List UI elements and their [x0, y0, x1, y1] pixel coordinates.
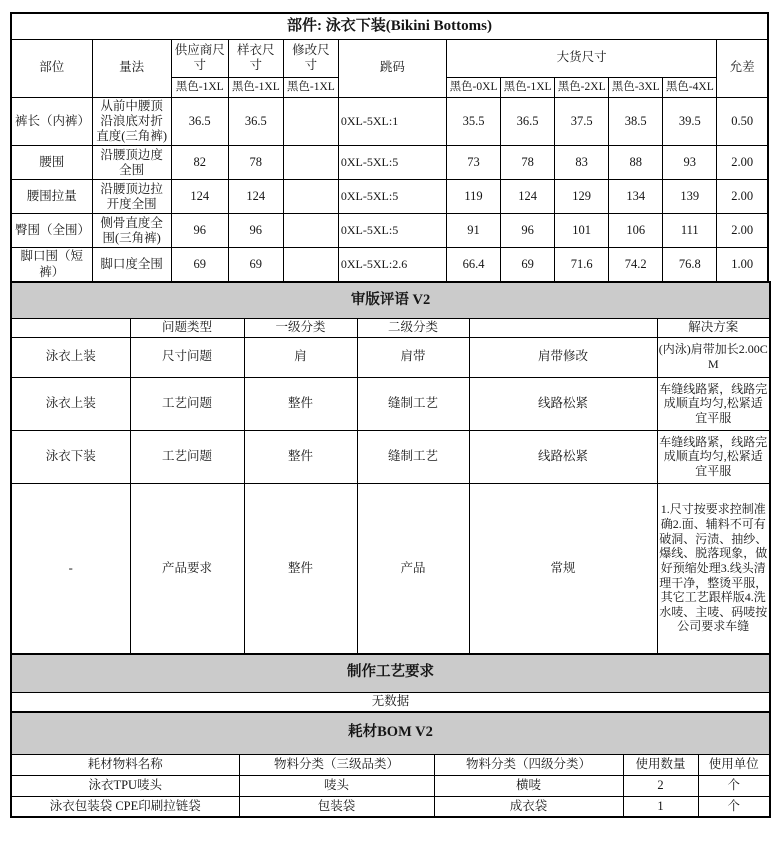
grading-value: 0XL-5XL:5 — [338, 180, 446, 214]
review-comments-table — [10, 281, 771, 655]
bom-material-name: 泳衣TPU唛头 — [11, 775, 239, 796]
no-data-text: 无数据 — [11, 692, 770, 712]
col-header-method: 量法 — [92, 39, 171, 97]
review-item: 泳衣上装 — [11, 337, 130, 377]
col-header-grading: 跳码 — [338, 39, 446, 97]
review-col-header-level1: 一级分类 — [244, 319, 357, 337]
bulk-value: 83 — [555, 146, 609, 180]
method-cell: 从前中腰顶沿浪底对折直度(三角裤) — [92, 97, 171, 146]
size-label: 黑色-1XL — [283, 77, 338, 97]
review-level2: 缝制工艺 — [357, 377, 469, 430]
review-problem-type: 工艺问题 — [130, 430, 244, 483]
review-detail: 线路松紧 — [469, 377, 657, 430]
bom-col-header-cat3: 物料分类（三级品类） — [239, 754, 434, 775]
col-header-bulk: 大货尺寸 — [447, 39, 717, 77]
bulk-value: 76.8 — [663, 248, 717, 282]
review-header-row — [11, 319, 770, 337]
review-col-header-problem-type: 问题类型 — [130, 319, 244, 337]
grading-value: 0XL-5XL:2.6 — [338, 248, 446, 282]
review-level2: 肩带 — [357, 337, 469, 377]
bom-section-title: 耗材BOM V2 — [11, 712, 770, 754]
bulk-value: 111 — [663, 214, 717, 248]
review-solution: 车缝线路紧，线路完成顺直均匀,松紧适宜平服 — [657, 430, 770, 483]
bom-qty: 2 — [623, 775, 698, 796]
bulk-value: 66.4 — [447, 248, 501, 282]
review-col-header-level2: 二级分类 — [357, 319, 469, 337]
size-label: 黑色-1XL — [171, 77, 228, 97]
bulk-value: 139 — [663, 180, 717, 214]
supplier-value: 36.5 — [171, 97, 228, 146]
review-detail: 肩带修改 — [469, 337, 657, 377]
sample-value: 78 — [228, 146, 283, 180]
bulk-value: 69 — [501, 248, 555, 282]
supplier-value: 82 — [171, 146, 228, 180]
size-label: 黑色-1XL — [501, 77, 555, 97]
tolerance-value: 2.00 — [717, 180, 768, 214]
grading-value: 0XL-5XL:5 — [338, 146, 446, 180]
spec-table-title: 部件: 泳衣下装(Bikini Bottoms) — [11, 13, 768, 39]
review-problem-type: 工艺问题 — [130, 377, 244, 430]
bulk-value: 91 — [447, 214, 501, 248]
modified-value — [283, 146, 338, 180]
col-header-sample: 样衣尺寸 — [228, 39, 283, 77]
part-cell: 腰围拉量 — [11, 180, 92, 214]
bulk-value: 74.2 — [609, 248, 663, 282]
review-item: 泳衣下装 — [11, 430, 130, 483]
craft-requirements-table — [10, 653, 771, 713]
modified-value — [283, 180, 338, 214]
size-label: 黑色-3XL — [609, 77, 663, 97]
review-col-header-solution: 解决方案 — [657, 319, 770, 337]
tolerance-value: 2.00 — [717, 146, 768, 180]
review-level2: 产品 — [357, 483, 469, 654]
modified-value — [283, 248, 338, 282]
bulk-value: 37.5 — [555, 97, 609, 146]
part-cell: 臀围（全围） — [11, 214, 92, 248]
spec-row — [11, 146, 768, 180]
craft-section-title: 制作工艺要求 — [11, 654, 770, 692]
sample-value: 36.5 — [228, 97, 283, 146]
bulk-value: 73 — [447, 146, 501, 180]
method-cell: 沿腰顶边拉开度全围 — [92, 180, 171, 214]
spec-row — [11, 214, 768, 248]
col-header-part: 部位 — [11, 39, 92, 97]
bulk-value: 134 — [609, 180, 663, 214]
supplier-value: 124 — [171, 180, 228, 214]
review-solution: 1.尺寸按要求控制准确2.面、辅料不可有破洞、污渍、抽纱、爆线、脱落现象，做好预缩处理3.线头清理干净，整烫平服，其它工艺跟样版4.洗水唛、主唛、码唛按公司要求车缝 — [657, 483, 770, 654]
size-label: 黑色-4XL — [663, 77, 717, 97]
review-level1: 整件 — [244, 430, 357, 483]
craft-empty-row — [11, 692, 770, 712]
measurement-spec-table — [10, 12, 769, 283]
review-item: 泳衣上装 — [11, 377, 130, 430]
method-cell: 脚口度全围 — [92, 248, 171, 282]
method-cell: 沿腰顶边度全围 — [92, 146, 171, 180]
bom-row — [11, 775, 770, 796]
bulk-value: 129 — [555, 180, 609, 214]
review-level2: 缝制工艺 — [357, 430, 469, 483]
bulk-value: 93 — [663, 146, 717, 180]
method-cell: 侧骨直度全围(三角裤) — [92, 214, 171, 248]
review-level1: 整件 — [244, 483, 357, 654]
bulk-value: 39.5 — [663, 97, 717, 146]
part-cell: 腰围 — [11, 146, 92, 180]
spec-header-row-1 — [11, 39, 768, 77]
bulk-value: 96 — [501, 214, 555, 248]
review-solution: 车缝线路紧，线路完成顺直均匀,松紧适宜平服 — [657, 377, 770, 430]
grading-value: 0XL-5XL:1 — [338, 97, 446, 146]
part-cell: 脚口围（短裤） — [11, 248, 92, 282]
bulk-value: 71.6 — [555, 248, 609, 282]
bom-cat3: 包装袋 — [239, 796, 434, 817]
review-level1: 肩 — [244, 337, 357, 377]
bom-cat4: 成衣袋 — [434, 796, 623, 817]
bulk-value: 124 — [501, 180, 555, 214]
size-label: 黑色-1XL — [228, 77, 283, 97]
review-item: - — [11, 483, 130, 654]
size-label: 黑色-2XL — [555, 77, 609, 97]
bulk-value: 38.5 — [609, 97, 663, 146]
review-section-header — [11, 282, 770, 319]
review-col-header-detail — [469, 319, 657, 337]
bulk-value: 119 — [447, 180, 501, 214]
bulk-value: 88 — [609, 146, 663, 180]
bom-row — [11, 796, 770, 817]
tolerance-value: 1.00 — [717, 248, 768, 282]
bom-header-row — [11, 754, 770, 775]
bulk-value: 106 — [609, 214, 663, 248]
review-section-title: 审版评语 V2 — [11, 282, 770, 319]
bulk-value: 78 — [501, 146, 555, 180]
review-row — [11, 430, 770, 483]
spec-row — [11, 248, 768, 282]
bom-unit: 个 — [698, 796, 770, 817]
review-problem-type: 产品要求 — [130, 483, 244, 654]
bulk-value: 36.5 — [501, 97, 555, 146]
supplier-value: 69 — [171, 248, 228, 282]
part-cell: 裤长（内裤） — [11, 97, 92, 146]
bom-col-header-cat4: 物料分类（四级分类） — [434, 754, 623, 775]
bom-cat4: 横唛 — [434, 775, 623, 796]
spec-title-row — [11, 13, 768, 39]
bom-cat3: 唛头 — [239, 775, 434, 796]
bom-table — [10, 711, 771, 818]
review-row — [11, 483, 770, 654]
col-header-tolerance: 允差 — [717, 39, 768, 97]
tolerance-value: 0.50 — [717, 97, 768, 146]
review-row — [11, 377, 770, 430]
review-detail: 常规 — [469, 483, 657, 654]
review-problem-type: 尺寸问题 — [130, 337, 244, 377]
bom-unit: 个 — [698, 775, 770, 796]
bulk-value: 35.5 — [447, 97, 501, 146]
size-label: 黑色-0XL — [447, 77, 501, 97]
supplier-value: 96 — [171, 214, 228, 248]
sample-value: 69 — [228, 248, 283, 282]
bom-col-header-name: 耗材物料名称 — [11, 754, 239, 775]
review-col-header-item — [11, 319, 130, 337]
spec-row — [11, 97, 768, 146]
review-detail: 线路松紧 — [469, 430, 657, 483]
bom-material-name: 泳衣包装袋 CPE印刷拉链袋 — [11, 796, 239, 817]
sample-value: 96 — [228, 214, 283, 248]
review-level1: 整件 — [244, 377, 357, 430]
modified-value — [283, 97, 338, 146]
modified-value — [283, 214, 338, 248]
review-row — [11, 337, 770, 377]
bom-col-header-unit: 使用单位 — [698, 754, 770, 775]
sample-value: 124 — [228, 180, 283, 214]
craft-section-header — [11, 654, 770, 692]
col-header-modified: 修改尺寸 — [283, 39, 338, 77]
tolerance-value: 2.00 — [717, 214, 768, 248]
bom-section-header — [11, 712, 770, 754]
bom-col-header-qty: 使用数量 — [623, 754, 698, 775]
spec-row — [11, 180, 768, 214]
grading-value: 0XL-5XL:5 — [338, 214, 446, 248]
col-header-supplier: 供应商尺寸 — [171, 39, 228, 77]
bulk-value: 101 — [555, 214, 609, 248]
bom-qty: 1 — [623, 796, 698, 817]
review-solution: (内泳)肩带加长2.00CM — [657, 337, 770, 377]
